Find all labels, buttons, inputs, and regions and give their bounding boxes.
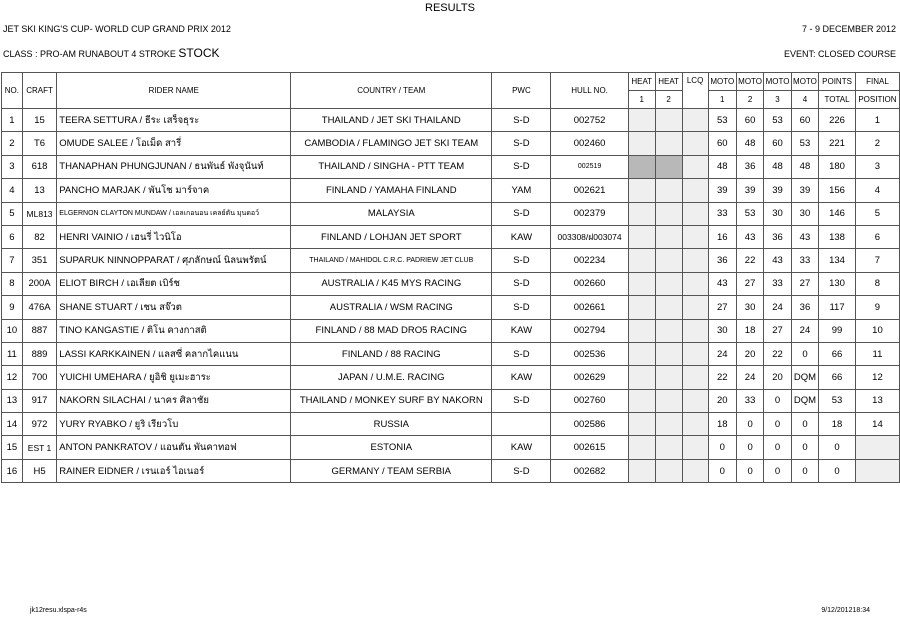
row-points-total: 221	[819, 132, 856, 155]
row-moto-3: 30	[764, 202, 791, 225]
row-country: AUSTRALIA / WSM RACING	[291, 296, 492, 319]
col-final-position: POSITION	[855, 91, 899, 109]
row-craft: 700	[22, 366, 57, 389]
row-moto-4: 60	[791, 109, 818, 132]
row-craft: 476A	[22, 296, 57, 319]
row-moto-1: 36	[708, 249, 736, 272]
row-moto-1: 53	[708, 109, 736, 132]
row-heat-2	[655, 436, 682, 459]
table-row	[2, 436, 900, 459]
table-row	[2, 413, 900, 436]
col-heat-1-num: 1	[628, 91, 655, 109]
row-final-position: 2	[855, 132, 899, 155]
row-moto-2: 36	[736, 155, 763, 178]
col-lcq: LCQ	[682, 73, 708, 109]
row-lcq	[682, 132, 708, 155]
row-no: 4	[2, 179, 23, 202]
row-country: RUSSIA	[291, 413, 492, 436]
table-row	[2, 389, 900, 412]
row-heat-2	[655, 366, 682, 389]
row-rider: YUICHI UMEHARA / ยูอิชิ ยูเมะฮาระ	[57, 366, 291, 389]
row-points-total: 66	[819, 342, 856, 365]
row-pwc: S-D	[492, 459, 551, 482]
table-row	[2, 272, 900, 295]
row-lcq	[682, 109, 708, 132]
row-country: GERMANY / TEAM SERBIA	[291, 459, 492, 482]
row-moto-2: 0	[736, 436, 763, 459]
table-row	[2, 225, 900, 248]
row-moto-4: 0	[791, 342, 818, 365]
row-final-position: 14	[855, 413, 899, 436]
row-rider: ELGERNON CLAYTON MUNDAW / เอลเกอนอน เคลย์ตัน มุนดอว์	[57, 202, 291, 225]
row-rider: ELIOT BIRCH / เอเลียต เบิร์ช	[57, 272, 291, 295]
row-moto-2: 43	[736, 225, 763, 248]
row-moto-3: 33	[764, 272, 791, 295]
event-course: EVENT: CLOSED COURSE	[783, 49, 896, 59]
row-rider: PANCHO MARJAK / พันโช มาร์จาค	[57, 179, 291, 202]
row-rider: NAKORN SILACHAI / นาคร ศิลาชัย	[57, 389, 291, 412]
row-heat-2	[655, 413, 682, 436]
row-moto-1: 60	[708, 132, 736, 155]
row-country: THAILAND / JET SKI THAILAND	[291, 109, 492, 132]
row-hull: 002760	[551, 389, 628, 412]
row-country: CAMBODIA / FLAMINGO JET SKI TEAM	[291, 132, 492, 155]
row-hull: 002519	[551, 155, 628, 178]
row-country: THAILAND / SINGHA - PTT TEAM	[291, 155, 492, 178]
row-craft: 13	[22, 179, 57, 202]
col-moto-4: MOTO	[791, 73, 818, 91]
row-rider: TEERA SETTURA / ธีระ เสร็จธุระ	[57, 109, 291, 132]
row-moto-4: DQM	[791, 389, 818, 412]
row-pwc: S-D	[492, 249, 551, 272]
col-rider: RIDER NAME	[57, 73, 291, 109]
row-lcq	[682, 179, 708, 202]
table-row	[2, 366, 900, 389]
row-moto-4: 0	[791, 413, 818, 436]
row-heat-1	[628, 249, 655, 272]
row-moto-3: 27	[764, 319, 791, 342]
row-moto-3: 0	[764, 389, 791, 412]
row-lcq	[682, 225, 708, 248]
row-heat-1	[628, 459, 655, 482]
row-heat-1	[628, 132, 655, 155]
row-moto-4: 43	[791, 225, 818, 248]
row-rider: SHANE STUART / เชน สจ๊วต	[57, 296, 291, 319]
row-moto-4: 36	[791, 296, 818, 319]
row-moto-1: 18	[708, 413, 736, 436]
row-moto-1: 0	[708, 436, 736, 459]
row-hull: 002661	[551, 296, 628, 319]
row-moto-2: 22	[736, 249, 763, 272]
row-heat-2	[655, 225, 682, 248]
row-country: AUSTRALIA / K45 MYS RACING	[291, 272, 492, 295]
row-moto-4: 0	[791, 436, 818, 459]
row-moto-3: 0	[764, 459, 791, 482]
row-final-position	[855, 459, 899, 482]
row-rider: LASSI KARKKAINEN / แลสซี่ คลากไคแนน	[57, 342, 291, 365]
col-country: COUNTRY / TEAM	[291, 73, 492, 109]
row-pwc: KAW	[492, 436, 551, 459]
row-no: 16	[2, 459, 23, 482]
row-moto-2: 39	[736, 179, 763, 202]
row-craft: EST 1	[22, 436, 57, 459]
table-row	[2, 459, 900, 482]
row-lcq	[682, 249, 708, 272]
row-heat-1	[628, 225, 655, 248]
row-hull: 002629	[551, 366, 628, 389]
row-moto-1: 39	[708, 179, 736, 202]
row-rider: RAINER EIDNER / เรนเอร์ ไอเนอร์	[57, 459, 291, 482]
col-craft: CRAFT	[22, 73, 57, 109]
row-craft: 15	[22, 109, 57, 132]
row-moto-2: 60	[736, 109, 763, 132]
row-points-total: 156	[819, 179, 856, 202]
row-final-position: 3	[855, 155, 899, 178]
row-heat-1	[628, 366, 655, 389]
row-points-total: 18	[819, 413, 856, 436]
row-heat-2	[655, 179, 682, 202]
row-moto-1: 27	[708, 296, 736, 319]
row-final-position: 12	[855, 366, 899, 389]
row-final-position: 5	[855, 202, 899, 225]
row-moto-2: 20	[736, 342, 763, 365]
row-heat-1	[628, 319, 655, 342]
row-lcq	[682, 319, 708, 342]
event-name: JET SKI KING'S CUP- WORLD CUP GRAND PRIX 2012	[3, 24, 231, 34]
row-hull: 002536	[551, 342, 628, 365]
row-heat-2	[655, 109, 682, 132]
row-heat-2	[655, 389, 682, 412]
row-pwc: S-D	[492, 109, 551, 132]
row-moto-3: 22	[764, 342, 791, 365]
row-points-total: 138	[819, 225, 856, 248]
row-country: FINLAND / 88 RACING	[291, 342, 492, 365]
row-craft: H5	[22, 459, 57, 482]
row-lcq	[682, 272, 708, 295]
row-points-total: 99	[819, 319, 856, 342]
row-pwc: KAW	[492, 225, 551, 248]
row-moto-2: 0	[736, 413, 763, 436]
row-craft: 887	[22, 319, 57, 342]
table-row	[2, 249, 900, 272]
row-pwc: S-D	[492, 272, 551, 295]
row-rider: HENRI VAINIO / เฮนรี่ ไวนิโอ	[57, 225, 291, 248]
footer-printed: 9/12/201218:34	[821, 607, 870, 614]
table-row	[2, 109, 900, 132]
row-country: ESTONIA	[291, 436, 492, 459]
row-moto-4: 33	[791, 249, 818, 272]
row-hull: 003308/ฝ003074	[551, 225, 628, 248]
footer-file: jk12resu.xlspa-r4s	[30, 607, 87, 614]
row-heat-2	[655, 296, 682, 319]
col-moto-4-num: 4	[791, 91, 818, 109]
row-final-position: 4	[855, 179, 899, 202]
row-rider: SUPARUK NINNOPPARAT / ศุภลักษณ์ นิลนพรัตน์	[57, 249, 291, 272]
row-no: 10	[2, 319, 23, 342]
row-moto-1: 30	[708, 319, 736, 342]
row-lcq	[682, 436, 708, 459]
row-moto-2: 53	[736, 202, 763, 225]
row-hull: 002682	[551, 459, 628, 482]
row-moto-4: 24	[791, 319, 818, 342]
results-table	[1, 72, 900, 483]
row-lcq	[682, 413, 708, 436]
row-moto-2: 48	[736, 132, 763, 155]
col-hull: HULL NO.	[551, 73, 628, 109]
row-hull: 002752	[551, 109, 628, 132]
row-heat-1	[628, 436, 655, 459]
row-heat-1	[628, 389, 655, 412]
row-no: 13	[2, 389, 23, 412]
row-heat-2	[655, 319, 682, 342]
col-points-total: TOTAL	[819, 91, 856, 109]
row-final-position: 7	[855, 249, 899, 272]
row-no: 14	[2, 413, 23, 436]
row-moto-4: 48	[791, 155, 818, 178]
row-moto-3: 20	[764, 366, 791, 389]
page-title: RESULTS	[425, 2, 475, 14]
row-final-position: 1	[855, 109, 899, 132]
row-final-position: 13	[855, 389, 899, 412]
row-lcq	[682, 342, 708, 365]
row-pwc: S-D	[492, 202, 551, 225]
row-moto-1: 33	[708, 202, 736, 225]
row-points-total: 226	[819, 109, 856, 132]
col-heat-2-num: 2	[655, 91, 682, 109]
row-heat-2	[655, 155, 682, 178]
row-country: JAPAN / U.M.E. RACING	[291, 366, 492, 389]
row-moto-3: 24	[764, 296, 791, 319]
table-row	[2, 342, 900, 365]
row-lcq	[682, 459, 708, 482]
row-moto-1: 16	[708, 225, 736, 248]
row-moto-1: 0	[708, 459, 736, 482]
col-moto-2: MOTO	[736, 73, 763, 91]
row-country: FINLAND / LOHJAN JET SPORT	[291, 225, 492, 248]
row-lcq	[682, 296, 708, 319]
row-moto-3: 0	[764, 413, 791, 436]
row-points-total: 134	[819, 249, 856, 272]
row-lcq	[682, 155, 708, 178]
row-points-total: 180	[819, 155, 856, 178]
row-points-total: 146	[819, 202, 856, 225]
row-pwc	[492, 413, 551, 436]
row-pwc: KAW	[492, 319, 551, 342]
row-moto-4: 27	[791, 272, 818, 295]
row-points-total: 53	[819, 389, 856, 412]
row-country: FINLAND / 88 MAD DRO5 RACING	[291, 319, 492, 342]
table-row	[2, 132, 900, 155]
class-prefix: CLASS : PRO-AM RUNABOUT 4 STROKE	[3, 49, 179, 59]
row-moto-1: 48	[708, 155, 736, 178]
row-moto-3: 60	[764, 132, 791, 155]
row-pwc: S-D	[492, 296, 551, 319]
row-no: 15	[2, 436, 23, 459]
row-hull: 002234	[551, 249, 628, 272]
row-craft: 972	[22, 413, 57, 436]
row-moto-1: 20	[708, 389, 736, 412]
row-country: FINLAND / YAMAHA FINLAND	[291, 179, 492, 202]
col-final: FINAL	[855, 73, 899, 91]
row-moto-1: 24	[708, 342, 736, 365]
row-heat-1	[628, 109, 655, 132]
row-craft: ML813	[22, 202, 57, 225]
table-row	[2, 202, 900, 225]
row-hull: 002660	[551, 272, 628, 295]
row-moto-3: 48	[764, 155, 791, 178]
row-no: 8	[2, 272, 23, 295]
row-moto-3: 53	[764, 109, 791, 132]
row-moto-1: 43	[708, 272, 736, 295]
row-hull: 002586	[551, 413, 628, 436]
row-heat-2	[655, 249, 682, 272]
row-points-total: 0	[819, 436, 856, 459]
row-lcq	[682, 202, 708, 225]
row-final-position	[855, 436, 899, 459]
row-heat-2	[655, 132, 682, 155]
table-row	[2, 319, 900, 342]
row-craft: T6	[22, 132, 57, 155]
row-heat-1	[628, 413, 655, 436]
row-country: THAILAND / MAHIDOL C.R.C. PADRIEW JET CLUB	[291, 249, 492, 272]
col-heat-2: HEAT	[655, 73, 682, 91]
row-final-position: 9	[855, 296, 899, 319]
col-moto-1: MOTO	[708, 73, 736, 91]
row-heat-1	[628, 155, 655, 178]
row-heat-1	[628, 179, 655, 202]
row-moto-2: 30	[736, 296, 763, 319]
row-final-position: 11	[855, 342, 899, 365]
row-moto-4: 39	[791, 179, 818, 202]
row-final-position: 6	[855, 225, 899, 248]
row-moto-2: 0	[736, 459, 763, 482]
row-craft: 200A	[22, 272, 57, 295]
row-heat-1	[628, 202, 655, 225]
row-moto-2: 27	[736, 272, 763, 295]
row-craft: 618	[22, 155, 57, 178]
row-heat-2	[655, 459, 682, 482]
row-moto-1: 22	[708, 366, 736, 389]
col-moto-3-num: 3	[764, 91, 791, 109]
row-hull: 002621	[551, 179, 628, 202]
row-heat-1	[628, 342, 655, 365]
row-pwc: S-D	[492, 389, 551, 412]
row-hull: 002379	[551, 202, 628, 225]
row-moto-2: 24	[736, 366, 763, 389]
row-no: 11	[2, 342, 23, 365]
row-no: 12	[2, 366, 23, 389]
row-moto-3: 39	[764, 179, 791, 202]
col-moto-3: MOTO	[764, 73, 791, 91]
row-country: THAILAND / MONKEY SURF BY NAKORN	[291, 389, 492, 412]
col-heat-1: HEAT	[628, 73, 655, 91]
row-craft: 351	[22, 249, 57, 272]
row-points-total: 130	[819, 272, 856, 295]
table-row	[2, 296, 900, 319]
row-final-position: 8	[855, 272, 899, 295]
table-row	[2, 155, 900, 178]
row-moto-2: 18	[736, 319, 763, 342]
row-rider: THANAPHAN PHUNGJUNAN / ธนพันธ์ พังจุนันท์	[57, 155, 291, 178]
row-moto-2: 33	[736, 389, 763, 412]
row-heat-2	[655, 202, 682, 225]
row-points-total: 0	[819, 459, 856, 482]
row-rider: ANTON PANKRATOV / แอนตัน พันคาทอฟ	[57, 436, 291, 459]
col-no: NO.	[2, 73, 23, 109]
row-no: 3	[2, 155, 23, 178]
row-moto-3: 36	[764, 225, 791, 248]
row-moto-3: 0	[764, 436, 791, 459]
table-row	[2, 179, 900, 202]
row-final-position: 10	[855, 319, 899, 342]
row-craft: 82	[22, 225, 57, 248]
col-points: POINTS	[819, 73, 856, 91]
row-no: 5	[2, 202, 23, 225]
row-pwc: S-D	[492, 132, 551, 155]
row-lcq	[682, 366, 708, 389]
row-moto-3: 43	[764, 249, 791, 272]
row-points-total: 117	[819, 296, 856, 319]
row-craft: 917	[22, 389, 57, 412]
class-stock: STOCK	[178, 46, 220, 60]
row-heat-2	[655, 272, 682, 295]
row-heat-1	[628, 272, 655, 295]
row-craft: 889	[22, 342, 57, 365]
col-moto-2-num: 2	[736, 91, 763, 109]
row-heat-1	[628, 296, 655, 319]
col-pwc: PWC	[492, 73, 551, 109]
event-date: 7 - 9 DECEMBER 2012	[801, 24, 896, 34]
row-points-total: 66	[819, 366, 856, 389]
row-no: 7	[2, 249, 23, 272]
row-rider: YURY RYABKO / ยูริ เรียวโบ	[57, 413, 291, 436]
row-no: 1	[2, 109, 23, 132]
class-label	[3, 46, 220, 60]
row-heat-2	[655, 342, 682, 365]
col-moto-1-num: 1	[708, 91, 736, 109]
row-moto-4: DQM	[791, 366, 818, 389]
row-moto-4: 0	[791, 459, 818, 482]
row-pwc: YAM	[492, 179, 551, 202]
row-rider: TINO KANGASTIE / ติโน คางกาสติ	[57, 319, 291, 342]
row-pwc: S-D	[492, 155, 551, 178]
row-lcq	[682, 389, 708, 412]
row-rider: OMUDE SALEE / โอเม็ด สารี่	[57, 132, 291, 155]
row-moto-4: 53	[791, 132, 818, 155]
row-moto-4: 30	[791, 202, 818, 225]
row-hull: 002794	[551, 319, 628, 342]
row-pwc: S-D	[492, 342, 551, 365]
row-hull: 002460	[551, 132, 628, 155]
row-no: 9	[2, 296, 23, 319]
row-country: MALAYSIA	[291, 202, 492, 225]
row-no: 6	[2, 225, 23, 248]
row-pwc: KAW	[492, 366, 551, 389]
row-hull: 002615	[551, 436, 628, 459]
row-no: 2	[2, 132, 23, 155]
